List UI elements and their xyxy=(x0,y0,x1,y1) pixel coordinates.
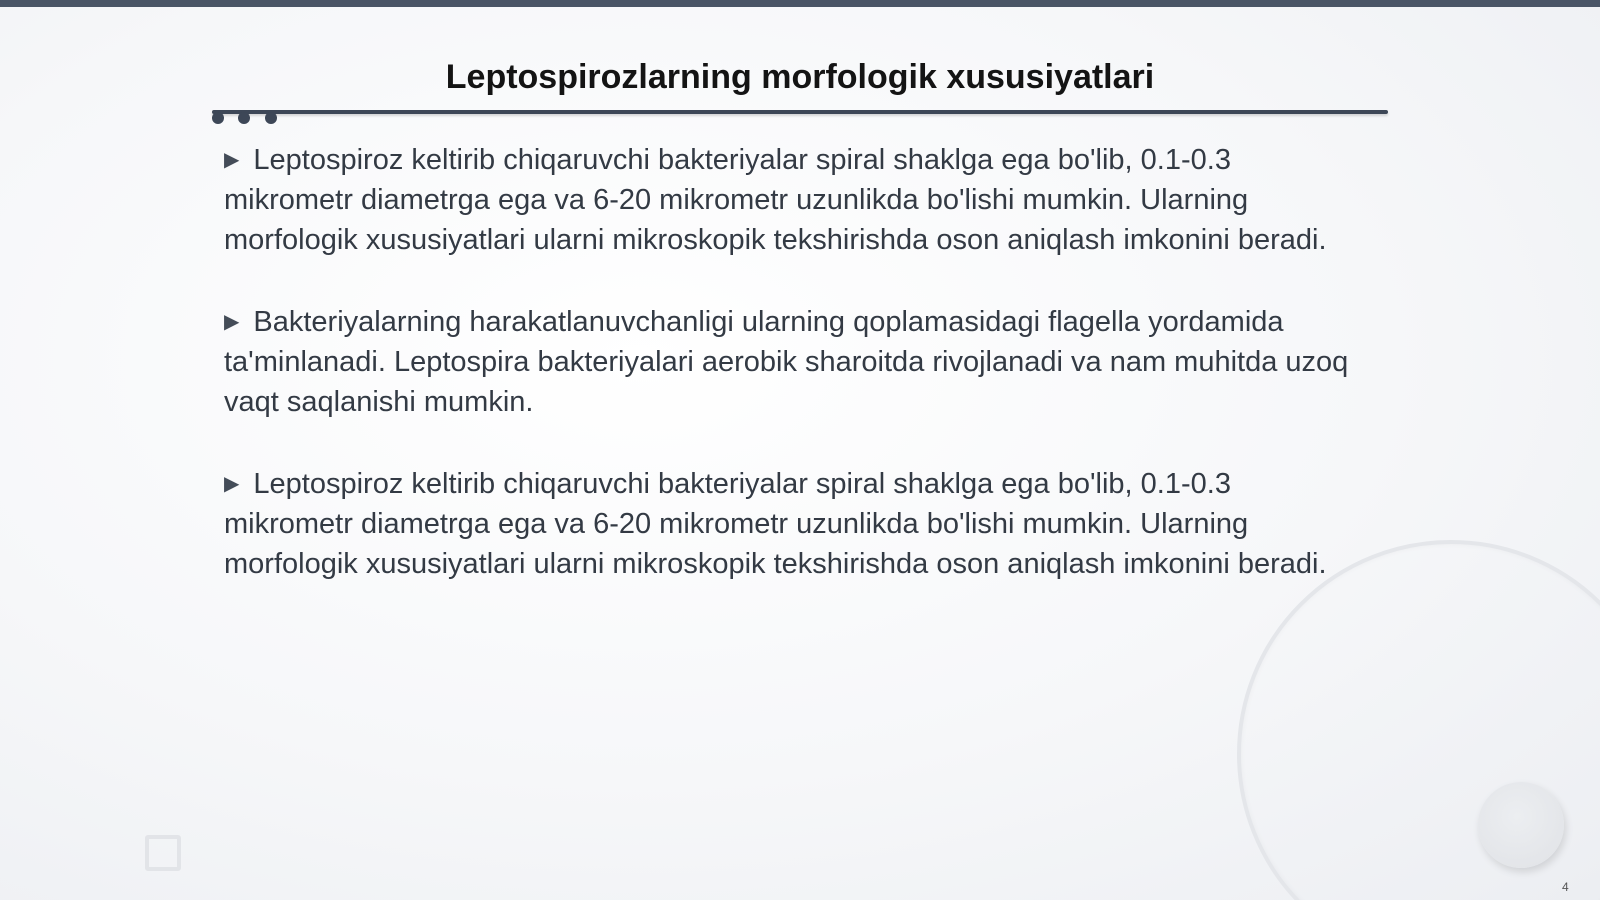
decorative-circle xyxy=(1478,782,1564,868)
triangle-bullet-icon: ▶ xyxy=(224,473,240,495)
bullet-item xyxy=(224,140,1364,260)
slide-title: Leptospirozlarning morfologik xususiyatlari xyxy=(445,58,1155,96)
bullet-item xyxy=(224,302,1364,422)
bullet-text: Leptospiroz keltirib chiqaruvchi bakteriyalar spiral shaklga ega bo'lib, 0.1-0.3 mikrometr diametrga ega va 6-20 mikrometr uzunlikda bo'lishi mumkin. Ularning morfologik xususiyatlari ularni mikroskopik tekshirishda oson aniqlash imkonini beradi. xyxy=(224,468,1327,580)
triangle-bullet-icon: ▶ xyxy=(224,311,240,333)
decorative-dot xyxy=(212,112,224,124)
bullet-item xyxy=(224,464,1364,584)
title-underline xyxy=(212,110,1388,114)
decorative-dot xyxy=(265,112,277,124)
bullet-text: Bakteriyalarning harakatlanuvchanligi ularning qoplamasidagi flagella yordamida ta'minlanadi. Leptospira bakteriyalari aerobik sharoitda rivojlanadi va nam muhitda uzoq vaqt saqlanishi mumkin. xyxy=(224,306,1349,418)
decorative-square xyxy=(145,835,181,871)
triangle-bullet-icon: ▶ xyxy=(224,149,240,171)
page-number: 4 xyxy=(1562,880,1569,894)
bullet-text: Leptospiroz keltirib chiqaruvchi bakteriyalar spiral shaklga ega bo'lib, 0.1-0.3 mikrometr diametrga ega va 6-20 mikrometr uzunlikda bo'lishi mumkin. Ularning morfologik xususiyatlari ularni mikroskopik tekshirishda oson aniqlash imkonini beradi. xyxy=(224,144,1327,256)
decorative-dot xyxy=(238,112,250,124)
top-accent-bar xyxy=(0,0,1600,7)
bullet-list xyxy=(224,140,1364,626)
